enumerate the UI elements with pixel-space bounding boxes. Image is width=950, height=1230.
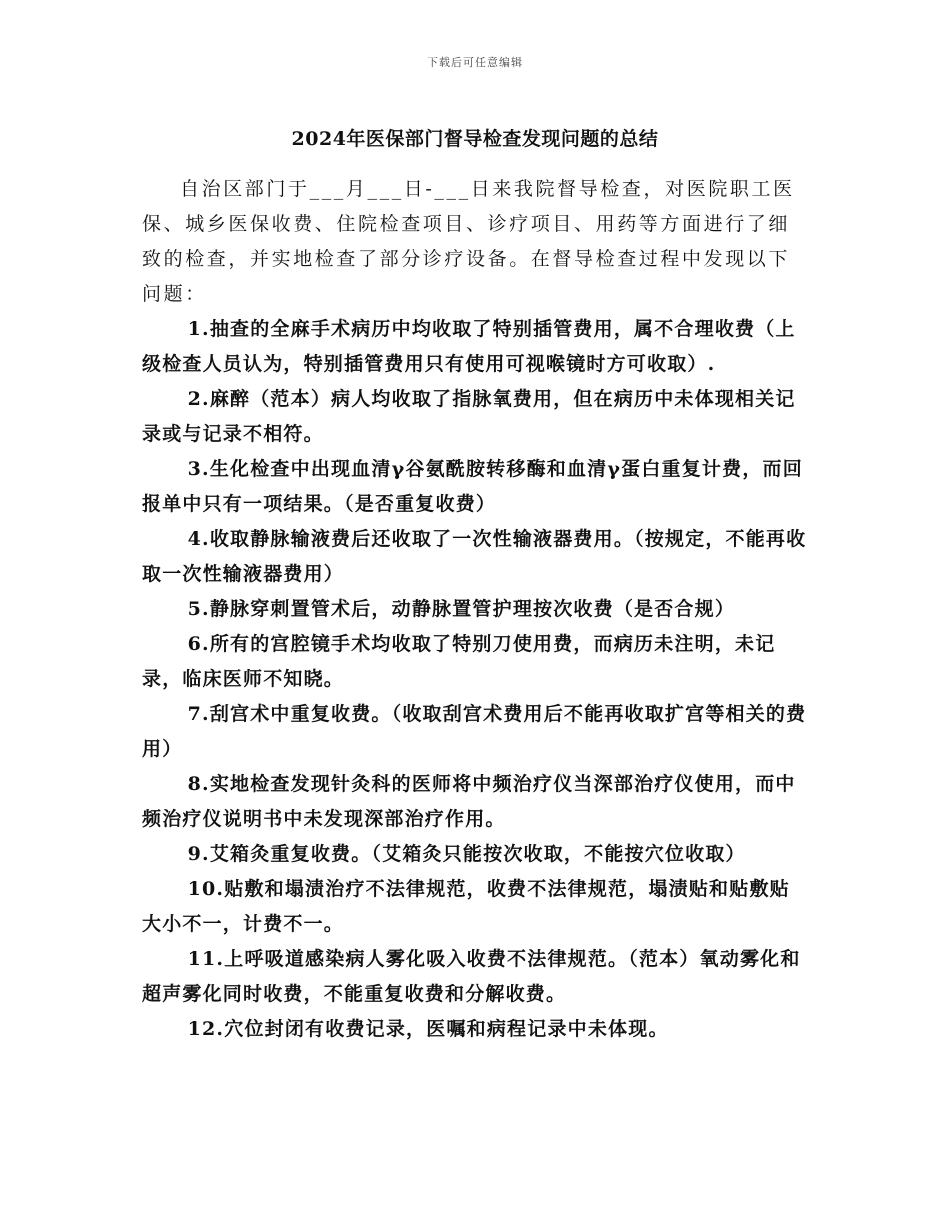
issue-item: 8.实地检查发现针灸科的医师将中频治疗仪当深部治疗仪使用，而中频治疗仪说明书中未发现深部治疗作用。 xyxy=(142,773,796,830)
issue-item: 12.穴位封闭有收费记录，医嘱和病程记录中未体现。 xyxy=(187,1018,669,1040)
issue-item: 2.麻醉（范本）病人均收取了指脉氧费用，但在病历中未体现相关记录或与记录不相符。 xyxy=(142,388,796,445)
document-title: 2024年医保部门督导检查发现问题的总结 xyxy=(291,128,659,150)
header-note: 下载后可任意编辑 xyxy=(427,56,523,69)
intro-paragraph: 自治区部门于___月___日-___日来我院督导检查，对医院职工医保、城乡医保收费、住院检查项目、诊疗项目、用药等方面进行了细致的检查，并实地检查了部分诊疗设备。在督导检查过程中发现以下问题： xyxy=(142,178,795,305)
issue-item: 1.抽查的全麻手术病历中均收取了特别插管费用，属不合理收费（上级检查人员认为，特别插管费用只有使用可视喉镜时方可收取）. xyxy=(142,318,796,375)
issue-item: 5.静脉穿刺置管术后，动静脉置管护理按次收费（是否合规） xyxy=(187,598,736,620)
issue-item: 4.收取静脉输液费后还收取了一次性输液器费用。（按规定，不能再收取一次性输液器费用） xyxy=(142,528,807,585)
issue-item: 3.生化检查中出现血清γ谷氨酰胺转移酶和血清γ蛋白重复计费，而回报单中只有一项结果。（是否重复收费） xyxy=(142,458,803,515)
issue-item: 11.上呼吸道感染病人雾化吸入收费不法律规范。（范本）氧动雾化和超声雾化同时收费，不能重复收费和分解收费。 xyxy=(142,948,801,1005)
issue-list xyxy=(142,312,810,1047)
issue-item: 9.艾箱灸重复收费。（艾箱灸只能按次收取，不能按穴位收取） xyxy=(187,843,746,865)
document-body xyxy=(142,172,810,1047)
issue-item: 10.贴敷和塌渍治疗不法律规范，收费不法律规范，塌渍贴和贴敷贴大小不一，计费不一。 xyxy=(142,878,790,935)
issue-item: 7.刮宫术中重复收费。（收取刮宫术费用后不能再收取扩宫等相关的费用） xyxy=(142,703,807,760)
issue-item: 6.所有的宫腔镜手术均收取了特别刀使用费，而病历未注明，未记录，临床医师不知晓。 xyxy=(142,633,776,690)
